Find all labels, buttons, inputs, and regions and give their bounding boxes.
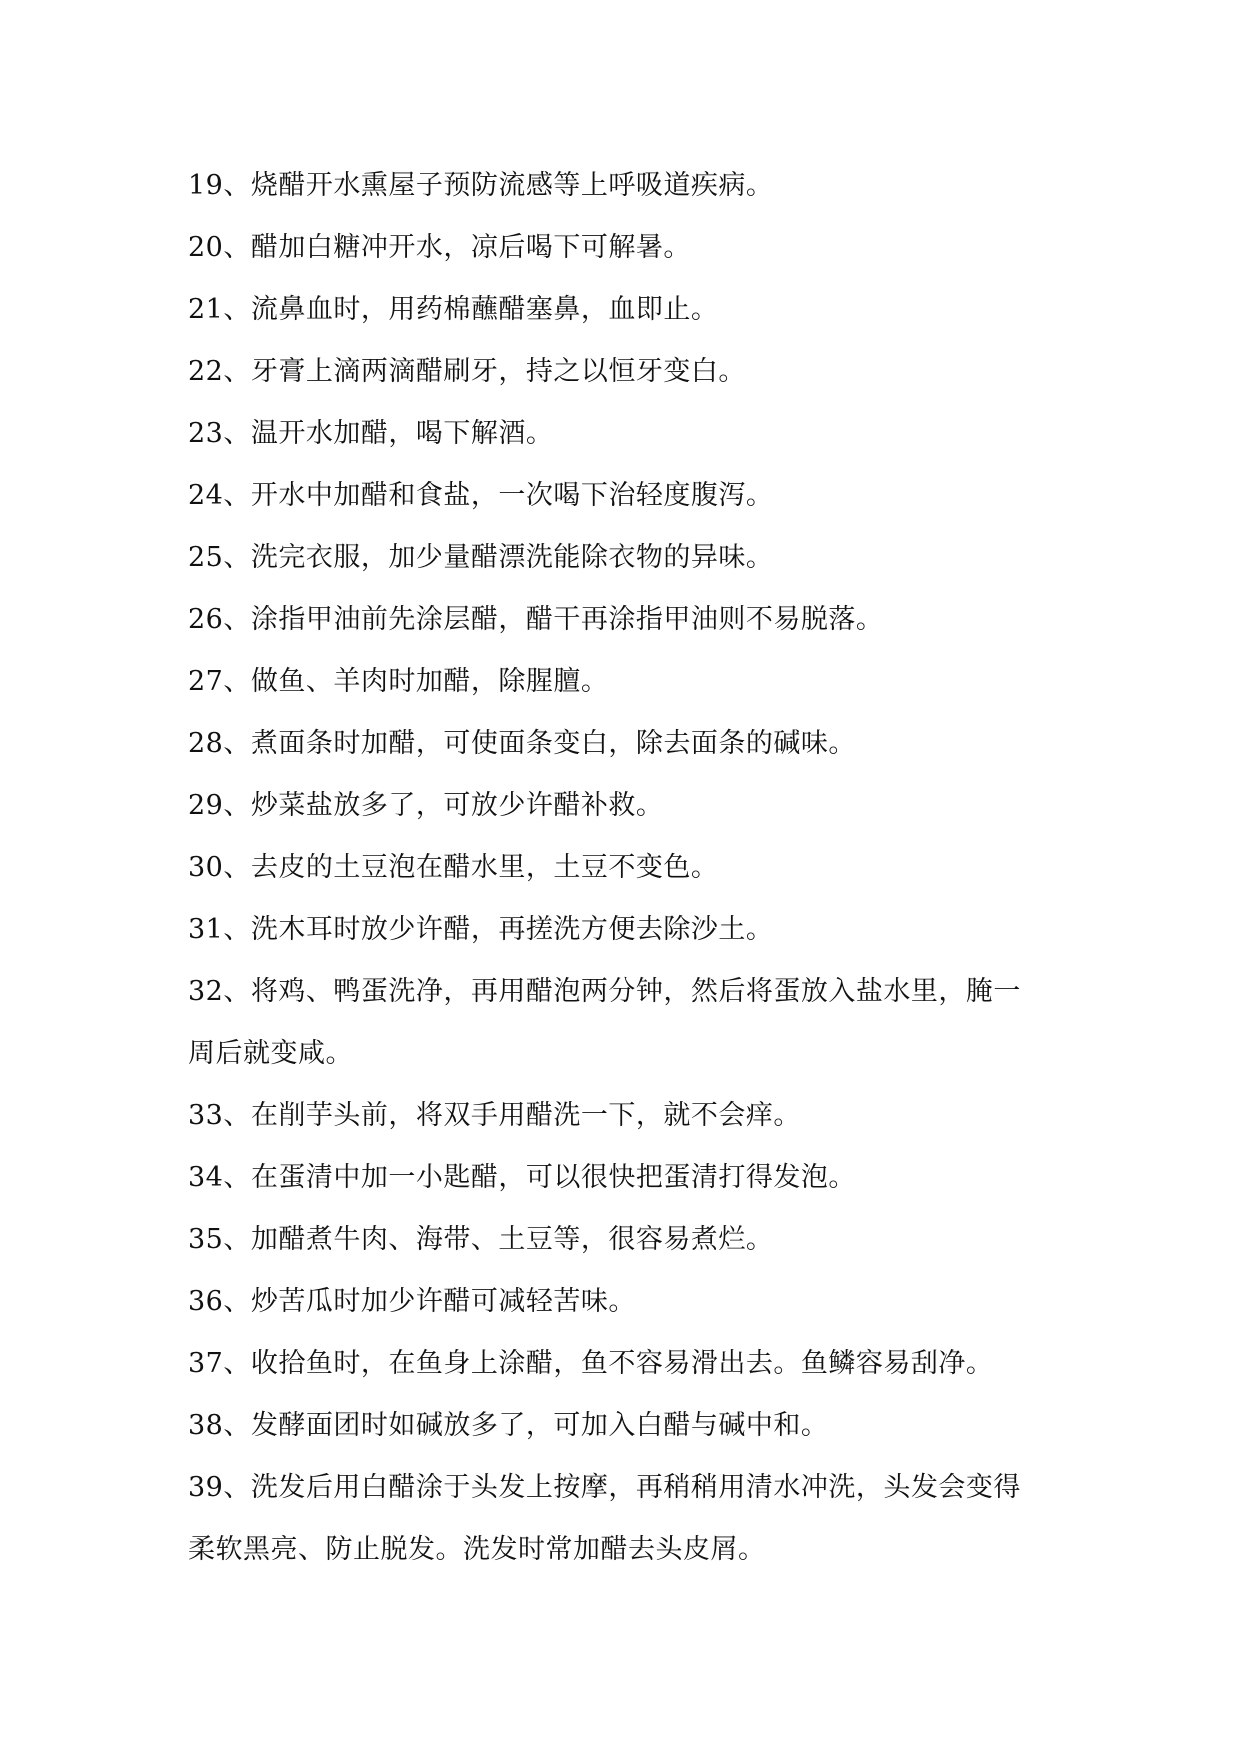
text-line-19: 19、烧醋开水熏屋子预防流感等上呼吸道疾病。 bbox=[188, 170, 774, 201]
text-line-32a: 32、将鸡、鸭蛋洗净，再用醋泡两分钟，然后将蛋放入盐水里，腌一 bbox=[188, 976, 1021, 1007]
text-line-38: 38、发酵面团时如碱放多了，可加入白醋与碱中和。 bbox=[188, 1410, 829, 1441]
text-line-20: 20、醋加白糖冲开水，凉后喝下可解暑。 bbox=[188, 232, 691, 263]
text-line-31: 31、洗木耳时放少许醋，再搓洗方便去除沙土。 bbox=[188, 914, 774, 945]
text-line-37: 37、收拾鱼时，在鱼身上涂醋，鱼不容易滑出去。鱼鳞容易刮净。 bbox=[188, 1348, 994, 1379]
text-line-33: 33、在削芋头前，将双手用醋洗一下，就不会痒。 bbox=[188, 1100, 801, 1131]
text-line-35: 35、加醋煮牛肉、海带、土豆等，很容易煮烂。 bbox=[188, 1224, 774, 1255]
text-line-23: 23、温开水加醋，喝下解酒。 bbox=[188, 418, 554, 449]
text-line-22: 22、牙膏上滴两滴醋刷牙，持之以恒牙变白。 bbox=[188, 356, 746, 387]
text-line-30: 30、去皮的土豆泡在醋水里，土豆不变色。 bbox=[188, 852, 719, 883]
text-line-26: 26、涂指甲油前先涂层醋，醋干再涂指甲油则不易脱落。 bbox=[188, 604, 884, 635]
text-line-28: 28、煮面条时加醋，可使面条变白，除去面条的碱味。 bbox=[188, 728, 856, 759]
document-body bbox=[188, 155, 1068, 1581]
text-line-36: 36、炒苦瓜时加少许醋可减轻苦味。 bbox=[188, 1286, 636, 1317]
text-line-29: 29、炒菜盐放多了，可放少许醋补救。 bbox=[188, 790, 664, 821]
text-line-32b: 周后就变咸。 bbox=[188, 1038, 353, 1069]
text-line-24: 24、开水中加醋和食盐，一次喝下治轻度腹泻。 bbox=[188, 480, 774, 511]
text-line-39a: 39、洗发后用白醋涂于头发上按摩，再稍稍用清水冲洗，头发会变得 bbox=[188, 1472, 1021, 1503]
text-line-21: 21、流鼻血时，用药棉蘸醋塞鼻，血即止。 bbox=[188, 294, 719, 325]
text-line-34: 34、在蛋清中加一小匙醋，可以很快把蛋清打得发泡。 bbox=[188, 1162, 856, 1193]
text-line-39b: 柔软黑亮、防止脱发。洗发时常加醋去头皮屑。 bbox=[188, 1534, 766, 1565]
text-line-27: 27、做鱼、羊肉时加醋，除腥膻。 bbox=[188, 666, 609, 697]
text-line-25: 25、洗完衣服，加少量醋漂洗能除衣物的异味。 bbox=[188, 542, 774, 573]
